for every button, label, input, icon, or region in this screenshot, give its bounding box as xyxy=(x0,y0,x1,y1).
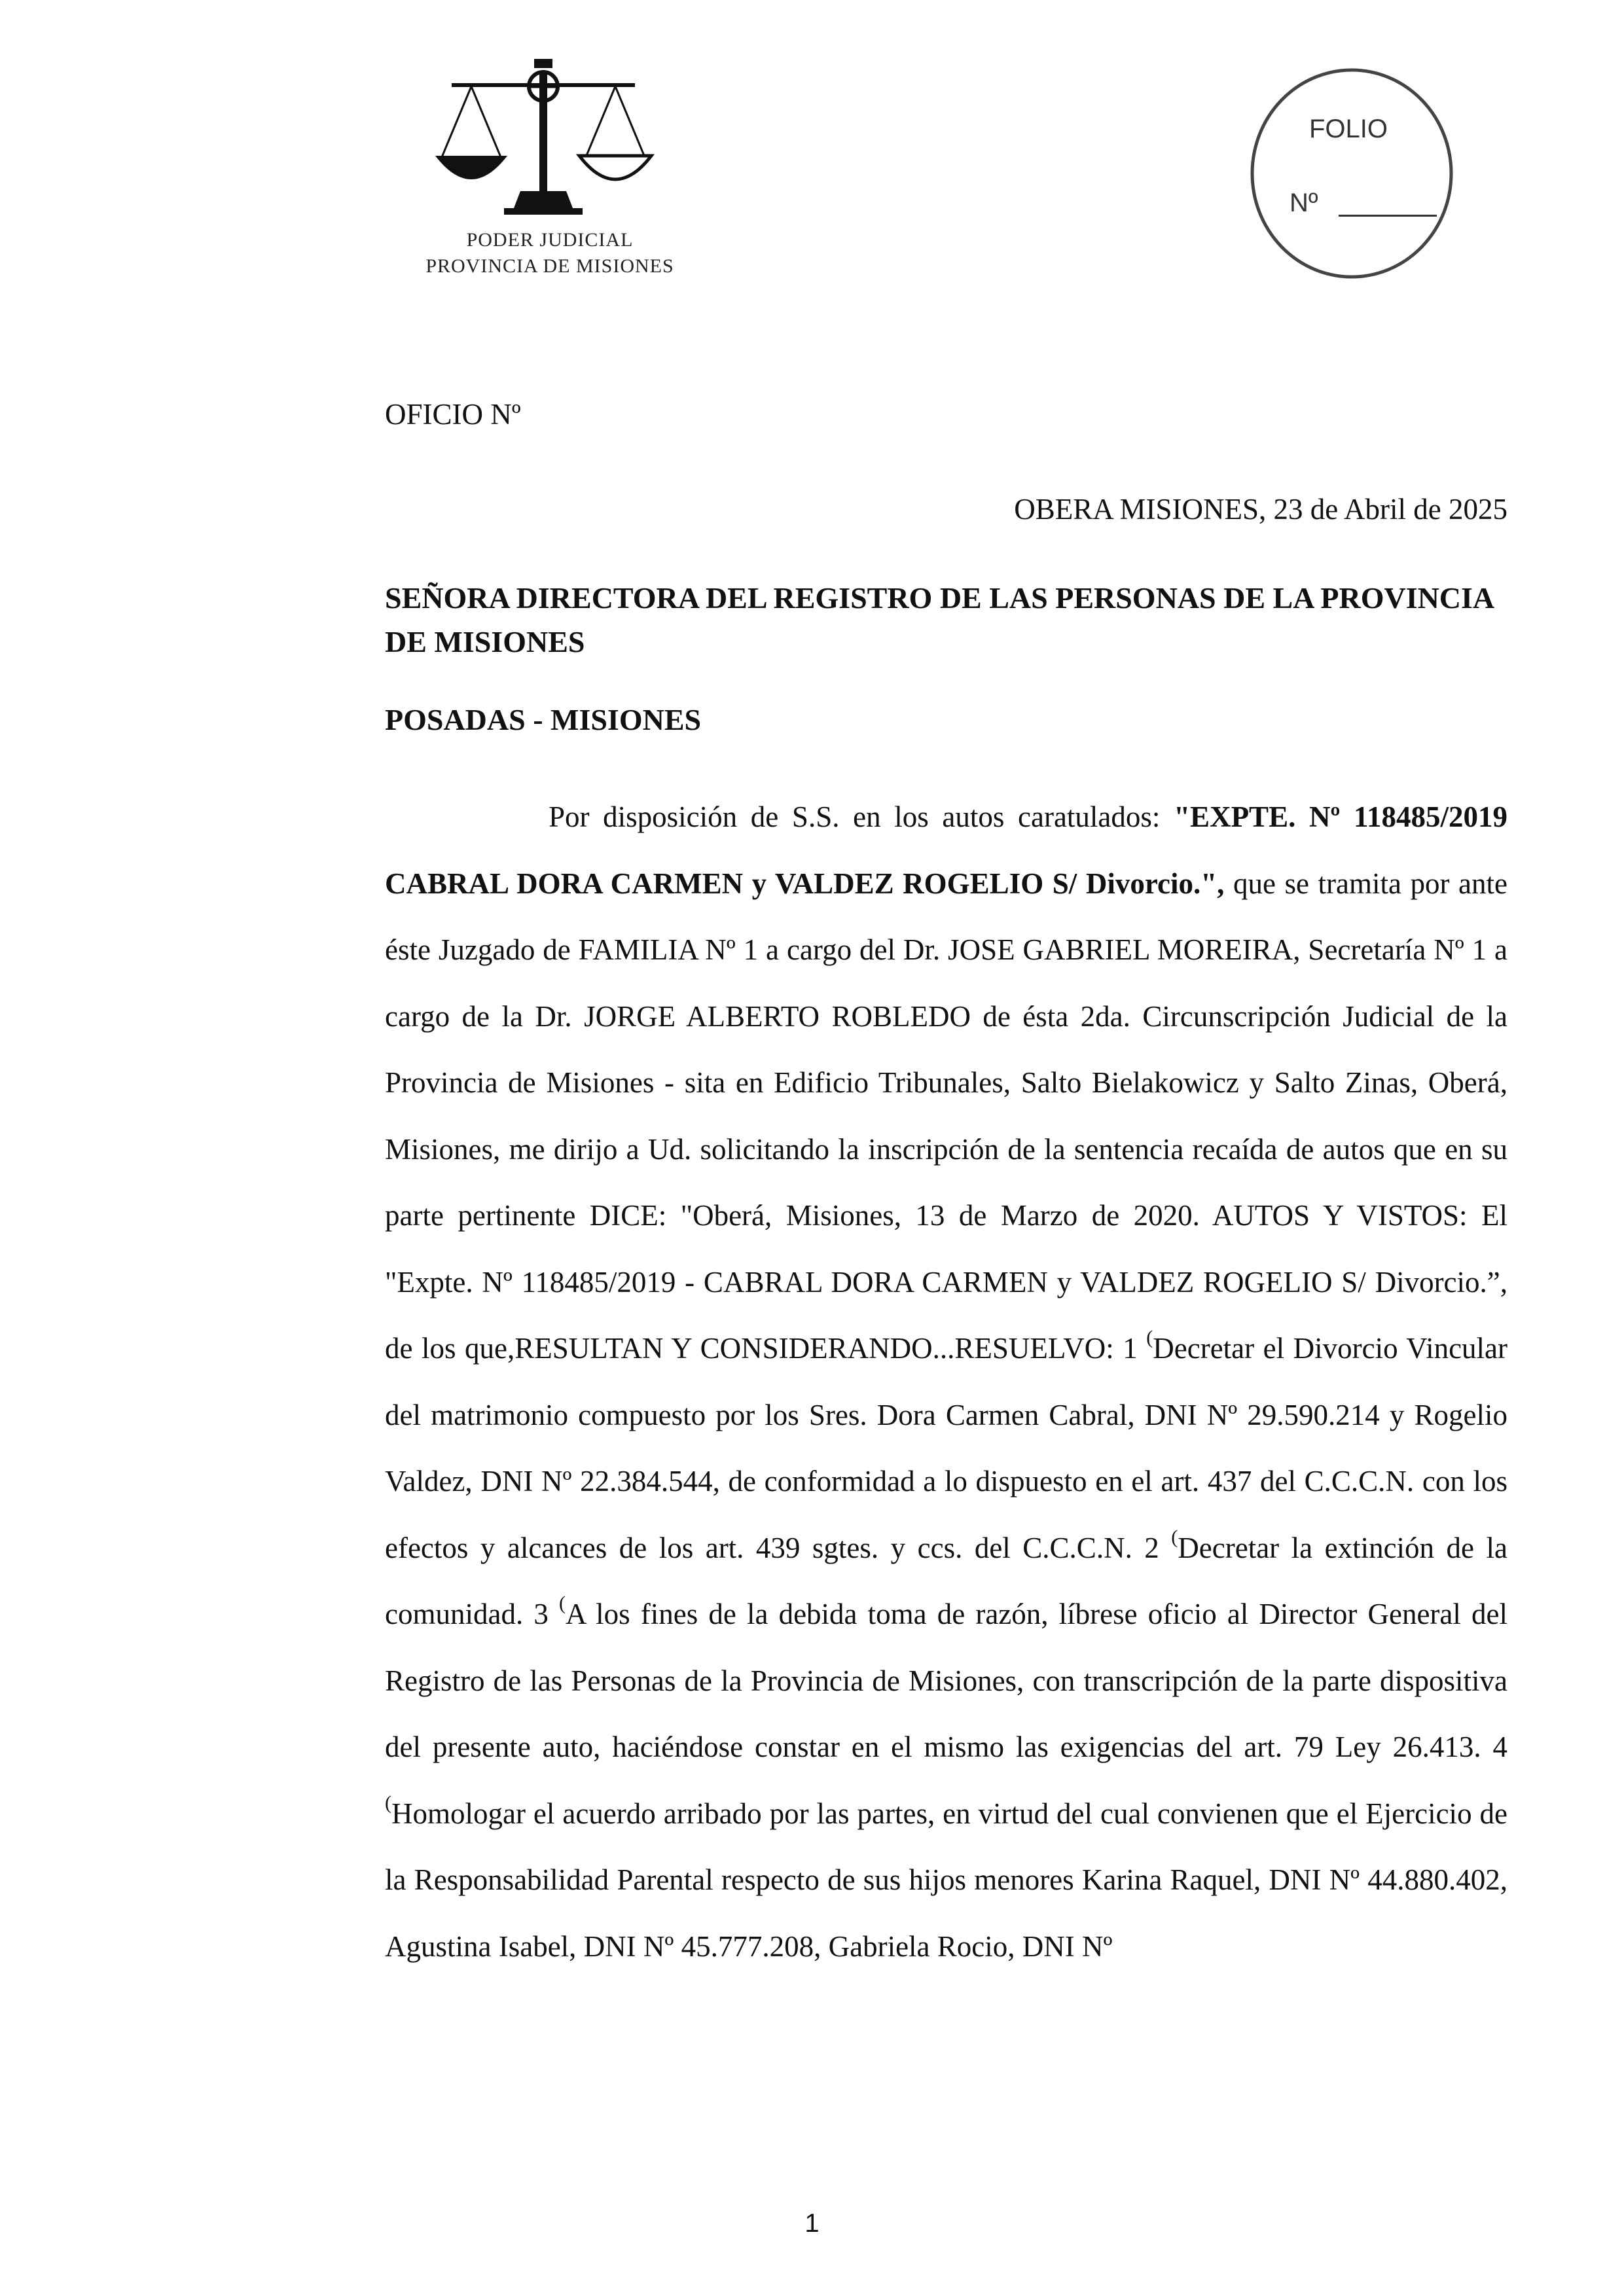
body-intro: Por disposición de S.S. en los autos caratulados: xyxy=(549,800,1174,833)
folio-label: FOLIO xyxy=(1309,115,1388,143)
letterhead-line-2: PROVINCIA DE MISIONES xyxy=(425,255,674,277)
stamp-circle-icon xyxy=(1247,65,1456,281)
addressee-city: POSADAS - MISIONES xyxy=(385,703,702,736)
folio-number-blank xyxy=(1339,215,1437,217)
body-part-2: Decretar el Divorcio Vincular del matrimonio compuesto por los Sres. Dora Carmen Cabral, DNI Nº 29.590.214 y Rogelio Valdez, DNI Nº 22.384.544, de conformidad a lo dispuesto en el art. 437 del C.C.C.N. con los efectos y alcances de los art. 439 sgtes. y ccs. del C.C.C.N. 2 xyxy=(385,1332,1508,1564)
date-line: OBERA MISIONES, 23 de Abril de 2025 xyxy=(1014,493,1507,526)
item-mark: ( xyxy=(558,1592,566,1614)
body-part-1: que se tramita por ante éste Juzgado de FAMILIA Nº 1 a cargo del Dr. JOSE GABRIEL MOREIRA, Secretaría Nº 1 a cargo de la Dr. JORGE ALBERTO ROBLEDO de ésta 2da. Circunscripción Judicial de la Provincia de Misiones - sita en Edificio Tribunales, Salto Bielakowicz y Salto Zinas, Oberá, Misiones, me dirijo a Ud. solicitando la inscripción de la sentencia recaída de autos que en su parte pertinente DICE: "Oberá, Misiones, 13 de Marzo de 2020. AUTOS Y VISTOS: El "Expte. Nº 118485/2019 - CABRAL DORA CARMEN y VALDEZ ROGELIO S/ Divorcio.”, de los que,RESULTAN Y CONSIDERANDO...RESUELVO: 1 xyxy=(385,867,1507,1365)
letterhead-logo xyxy=(406,39,694,295)
page-number: 1 xyxy=(804,2209,820,2238)
body-paragraph-text xyxy=(385,784,1507,1980)
letterhead-line-1: PODER JUDICIAL xyxy=(466,229,634,251)
item-mark: ( xyxy=(385,1791,391,1814)
body-paragraph xyxy=(385,784,1507,1980)
scales-of-justice-icon xyxy=(406,39,694,229)
body-part-3: Decretar la extinción de la comunidad. 3 xyxy=(385,1531,1507,1630)
item-mark: ( xyxy=(1171,1526,1178,1548)
folio-stamp xyxy=(1247,65,1456,281)
oficio-number: OFICIO Nº xyxy=(385,398,521,431)
item-mark: ( xyxy=(1146,1327,1153,1348)
folio-number-label: Nº xyxy=(1290,188,1318,217)
body-part-4: A los fines de la debida toma de razón, líbrese oficio al Director General del Registro de las Personas de la Provincia de Misiones, con transcripción de la parte dispositiva del presente auto, haciéndose constar en el mismo las exigencias del art. 79 Ley 26.413. 4 xyxy=(385,1598,1507,1763)
body-part-5: Homologar el acuerdo arribado por las partes, en virtud del cual convienen que el Ejercicio de la Responsabilidad Parental respecto de sus hijos menores Karina Raquel, DNI Nº 44.880.402, Agustina Isabel, DNI Nº 45.777.208, Gabriela Rocio, DNI Nº xyxy=(385,1797,1507,1963)
case-title: "EXPTE. Nº 118485/2019 CABRAL DORA CARMEN y VALDEZ ROGELIO S/ Divorcio.", xyxy=(385,800,1507,900)
addressee: SEÑORA DIRECTORA DEL REGISTRO DE LAS PERSONAS DE LA PROVINCIA DE MISIONES xyxy=(385,581,1493,658)
